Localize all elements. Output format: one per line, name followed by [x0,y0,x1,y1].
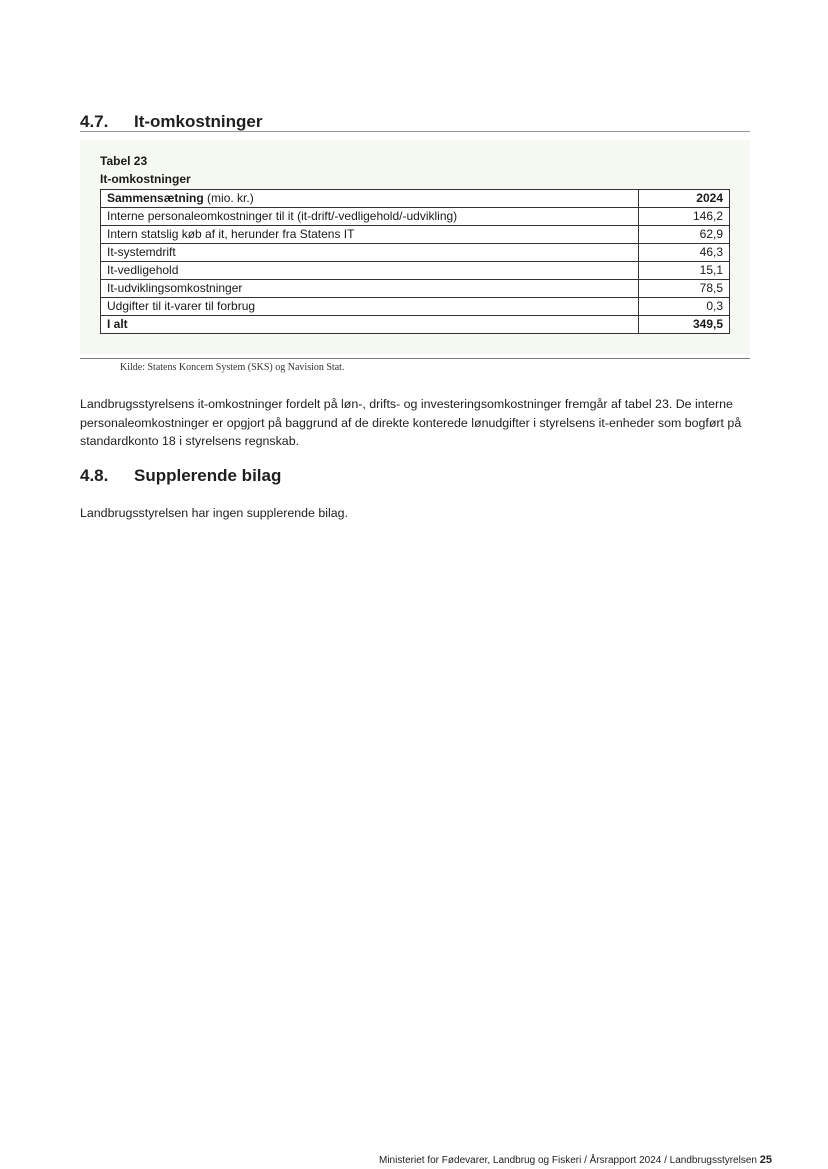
row-label: It-vedligehold [101,262,639,280]
table-row [101,262,730,280]
total-value: 349,5 [639,316,730,334]
row-value: 15,1 [639,262,730,280]
row-label: Intern statslig køb af it, herunder fra Statens IT [101,226,639,244]
table-row [101,226,730,244]
table-number: Tabel 23 [100,154,148,168]
body-paragraph: Landbrugsstyrelsens it-omkostninger fordelt på løn-, drifts- og investeringsomkostninger fremgår af tabel 23. De interne personaleomkostninger er opgjort på baggrund af de direkte konterede lønudgifter i styrelsens it-enheder som bogført på standardkonto 18 i styrelsens regnskab. [80,397,742,448]
section-title: It-omkostninger [134,112,263,131]
page-footer [379,1154,772,1166]
page-number: 25 [759,1154,772,1166]
section-heading-4-8 [80,466,281,486]
table-title: It-omkostninger [100,172,191,186]
section-heading-4-7 [80,112,262,132]
footer-text: Ministeriet for Fødevarer, Landbrug og Fiskeri / Årsrapport 2024 / Landbrugsstyrelsen [379,1155,757,1166]
row-value: 46,3 [639,244,730,262]
table-row [101,244,730,262]
section-number: 4.7. [80,112,109,131]
table-header-row [101,190,730,208]
heading-rule [80,131,750,132]
row-label: Udgifter til it-varer til forbrug [101,298,639,316]
table-row [101,298,730,316]
row-value: 0,3 [639,298,730,316]
row-value: 62,9 [639,226,730,244]
table-row [101,280,730,298]
header-unit: (mio. kr.) [207,191,254,205]
table-source-note: Kilde: Statens Koncern System (SKS) og Navision Stat. [120,362,345,373]
row-label: Interne personaleomkostninger til it (it-drift/-vedligehold/-udvikling) [101,208,639,226]
row-value: 146,2 [639,208,730,226]
table-row [101,208,730,226]
row-label: It-systemdrift [101,244,639,262]
body-paragraph: Landbrugsstyrelsen har ingen supplerende bilag. [80,506,348,520]
total-label: I alt [101,316,639,334]
header-label: Sammensætning [107,191,204,205]
it-costs-table [100,189,730,334]
section-title: Supplerende bilag [134,466,282,485]
header-year: 2024 [639,190,730,208]
section-number: 4.8. [80,466,109,485]
header-label-cell [101,190,639,208]
row-label: It-udviklingsomkostninger [101,280,639,298]
table-bottom-rule [80,358,750,359]
row-value: 78,5 [639,280,730,298]
table-total-row [101,316,730,334]
